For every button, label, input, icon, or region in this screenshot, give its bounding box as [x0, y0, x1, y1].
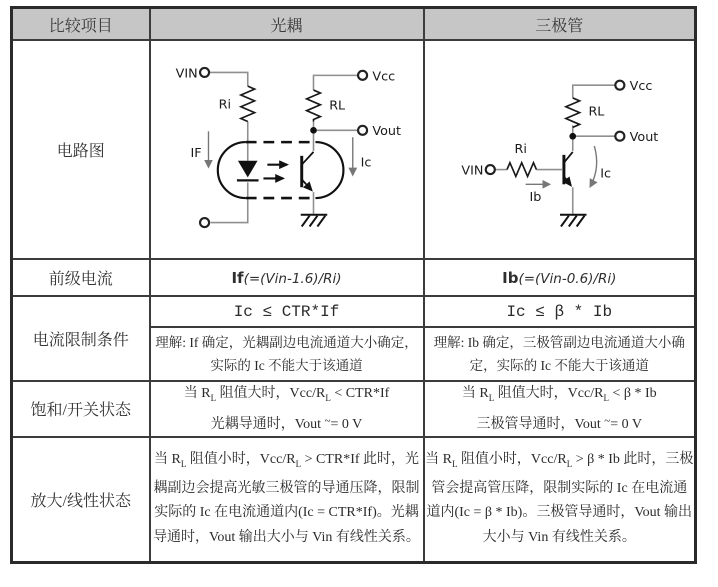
- bjt-circuit-cell: [424, 40, 696, 259]
- resistor-rl: [306, 90, 320, 121]
- vcc-terminal: [358, 71, 367, 80]
- comparison-table: [10, 6, 697, 564]
- opto-input-current-formula: If(=(Vin-1.6)/Ri): [150, 259, 424, 296]
- row-label-linear: 放大/线性状态: [12, 437, 150, 563]
- vin-terminal: [486, 165, 495, 174]
- opto-vin-label: VIN: [175, 66, 198, 82]
- linear-row: [12, 437, 696, 563]
- opto-current-limit-formula: Ic ≤ CTR*If: [150, 296, 424, 327]
- opto-ic-label: Ic: [360, 155, 371, 171]
- bjt-current-limit-note: 理解: Ib 确定，三极管副边电流通道大小确定，实际的 Ic 不能大于该通道: [424, 327, 696, 381]
- bjt-vout-label: Vout: [629, 130, 659, 146]
- resistor-ri: [240, 86, 254, 121]
- terminals: [486, 81, 625, 174]
- optocoupler-package-outline: [217, 142, 343, 198]
- header-row: [12, 8, 696, 41]
- opto-circuit-diagram: [152, 41, 422, 253]
- bjt-input-current-formula: Ib(=(Vin-0.6)/Ri): [424, 259, 696, 296]
- header-optocoupler: 光耦: [150, 8, 424, 41]
- opto-if-label: IF: [190, 145, 202, 161]
- opto-vcc-label: Vcc: [371, 69, 395, 85]
- gnd-terminal: [200, 218, 209, 227]
- vout-terminal: [358, 126, 367, 135]
- header-transistor: 三极管: [424, 8, 696, 41]
- light-emission-arrows-icon: [263, 165, 287, 179]
- vout-terminal: [616, 132, 625, 141]
- bjt-linear-cell: 当 $R_L$ 阻值小时，Vcc/$R_L > \beta * Ib$ 此时，三极管会提高管压降，限制实际的 Ic 在电流通道内(Ic = β * Ib)。三极管导通时，Vout 输出大小与 Vin 有线性关系。: [424, 437, 696, 563]
- opto-rl-label: RL: [328, 98, 345, 114]
- document-page: [0, 6, 718, 587]
- ic-current-arrow: [591, 146, 597, 186]
- opto-linear-cell: 当 $R_L$ 阻值小时，Vcc/$R_L > CTR*If$ 此时，光耦副边会提高光敏三极管的导通压降，限制实际的 Ic 在电流通道内(Ic = CTR*If)。光耦导通时，Vout 输出大小与 Vin 有线性关系。: [150, 437, 424, 563]
- row-label-circuit: 电路图: [12, 40, 150, 259]
- opto-current-limit-note: 理解: If 确定，光耦副边电流通道大小确定，实际的 Ic 不能大于该通道: [150, 327, 424, 381]
- opto-vout-label: Vout: [371, 124, 401, 140]
- bjt-circuit-diagram: [425, 41, 693, 253]
- saturation-row: [12, 381, 696, 437]
- input-current-row: [12, 259, 696, 296]
- bjt-saturation-line2: 三极管导通时，Vout ~= 0 V: [476, 414, 642, 432]
- vcc-terminal: [616, 81, 625, 90]
- circuit-row: [12, 40, 696, 259]
- bjt-rl-label: RL: [588, 104, 605, 120]
- terminals: [200, 68, 367, 227]
- current-limit-formula-row: [12, 296, 696, 327]
- bjt-saturation-cell: [424, 381, 696, 437]
- phototransistor-symbol: [301, 152, 313, 190]
- bjt-saturation-line1: 当 $R_L$ 阻值大时，Vcc/$R_L < \beta * Ib$: [461, 386, 657, 403]
- opto-saturation-cell: [150, 381, 424, 437]
- bjt-current-limit-formula: Ic ≤ β * Ib: [424, 296, 696, 327]
- resistor-rl: [566, 98, 580, 127]
- junction-dot: [310, 127, 317, 134]
- opto-saturation-line1: 当 $R_L$ 阻值大时，Vcc/$R_L < CTR*If$: [183, 386, 390, 403]
- npn-transistor-symbol: [564, 152, 573, 185]
- vin-terminal: [200, 68, 209, 77]
- led-symbol: [236, 161, 258, 181]
- opto-saturation-line2: 光耦导通时，Vout ~= 0 V: [210, 414, 363, 432]
- bjt-vin-label: VIN: [461, 163, 484, 179]
- bjt-ic-label: Ic: [600, 166, 612, 182]
- junction-dot: [570, 133, 577, 140]
- ground-symbol: [560, 215, 587, 227]
- opto-wires: [209, 72, 357, 222]
- row-label-input-current: 前级电流: [12, 259, 150, 296]
- ground-symbol: [300, 215, 327, 227]
- header-compare-item: 比较项目: [12, 8, 150, 41]
- row-label-saturation: 饱和/开关状态: [12, 381, 150, 437]
- row-label-current-limit: 电流限制条件: [12, 296, 150, 381]
- resistor-ri: [507, 163, 536, 177]
- bjt-ri-label: Ri: [514, 141, 528, 157]
- opto-ri-label: Ri: [218, 97, 231, 113]
- bjt-vcc-label: Vcc: [629, 79, 653, 95]
- bjt-ib-label: Ib: [529, 189, 542, 205]
- opto-circuit-cell: [150, 40, 424, 259]
